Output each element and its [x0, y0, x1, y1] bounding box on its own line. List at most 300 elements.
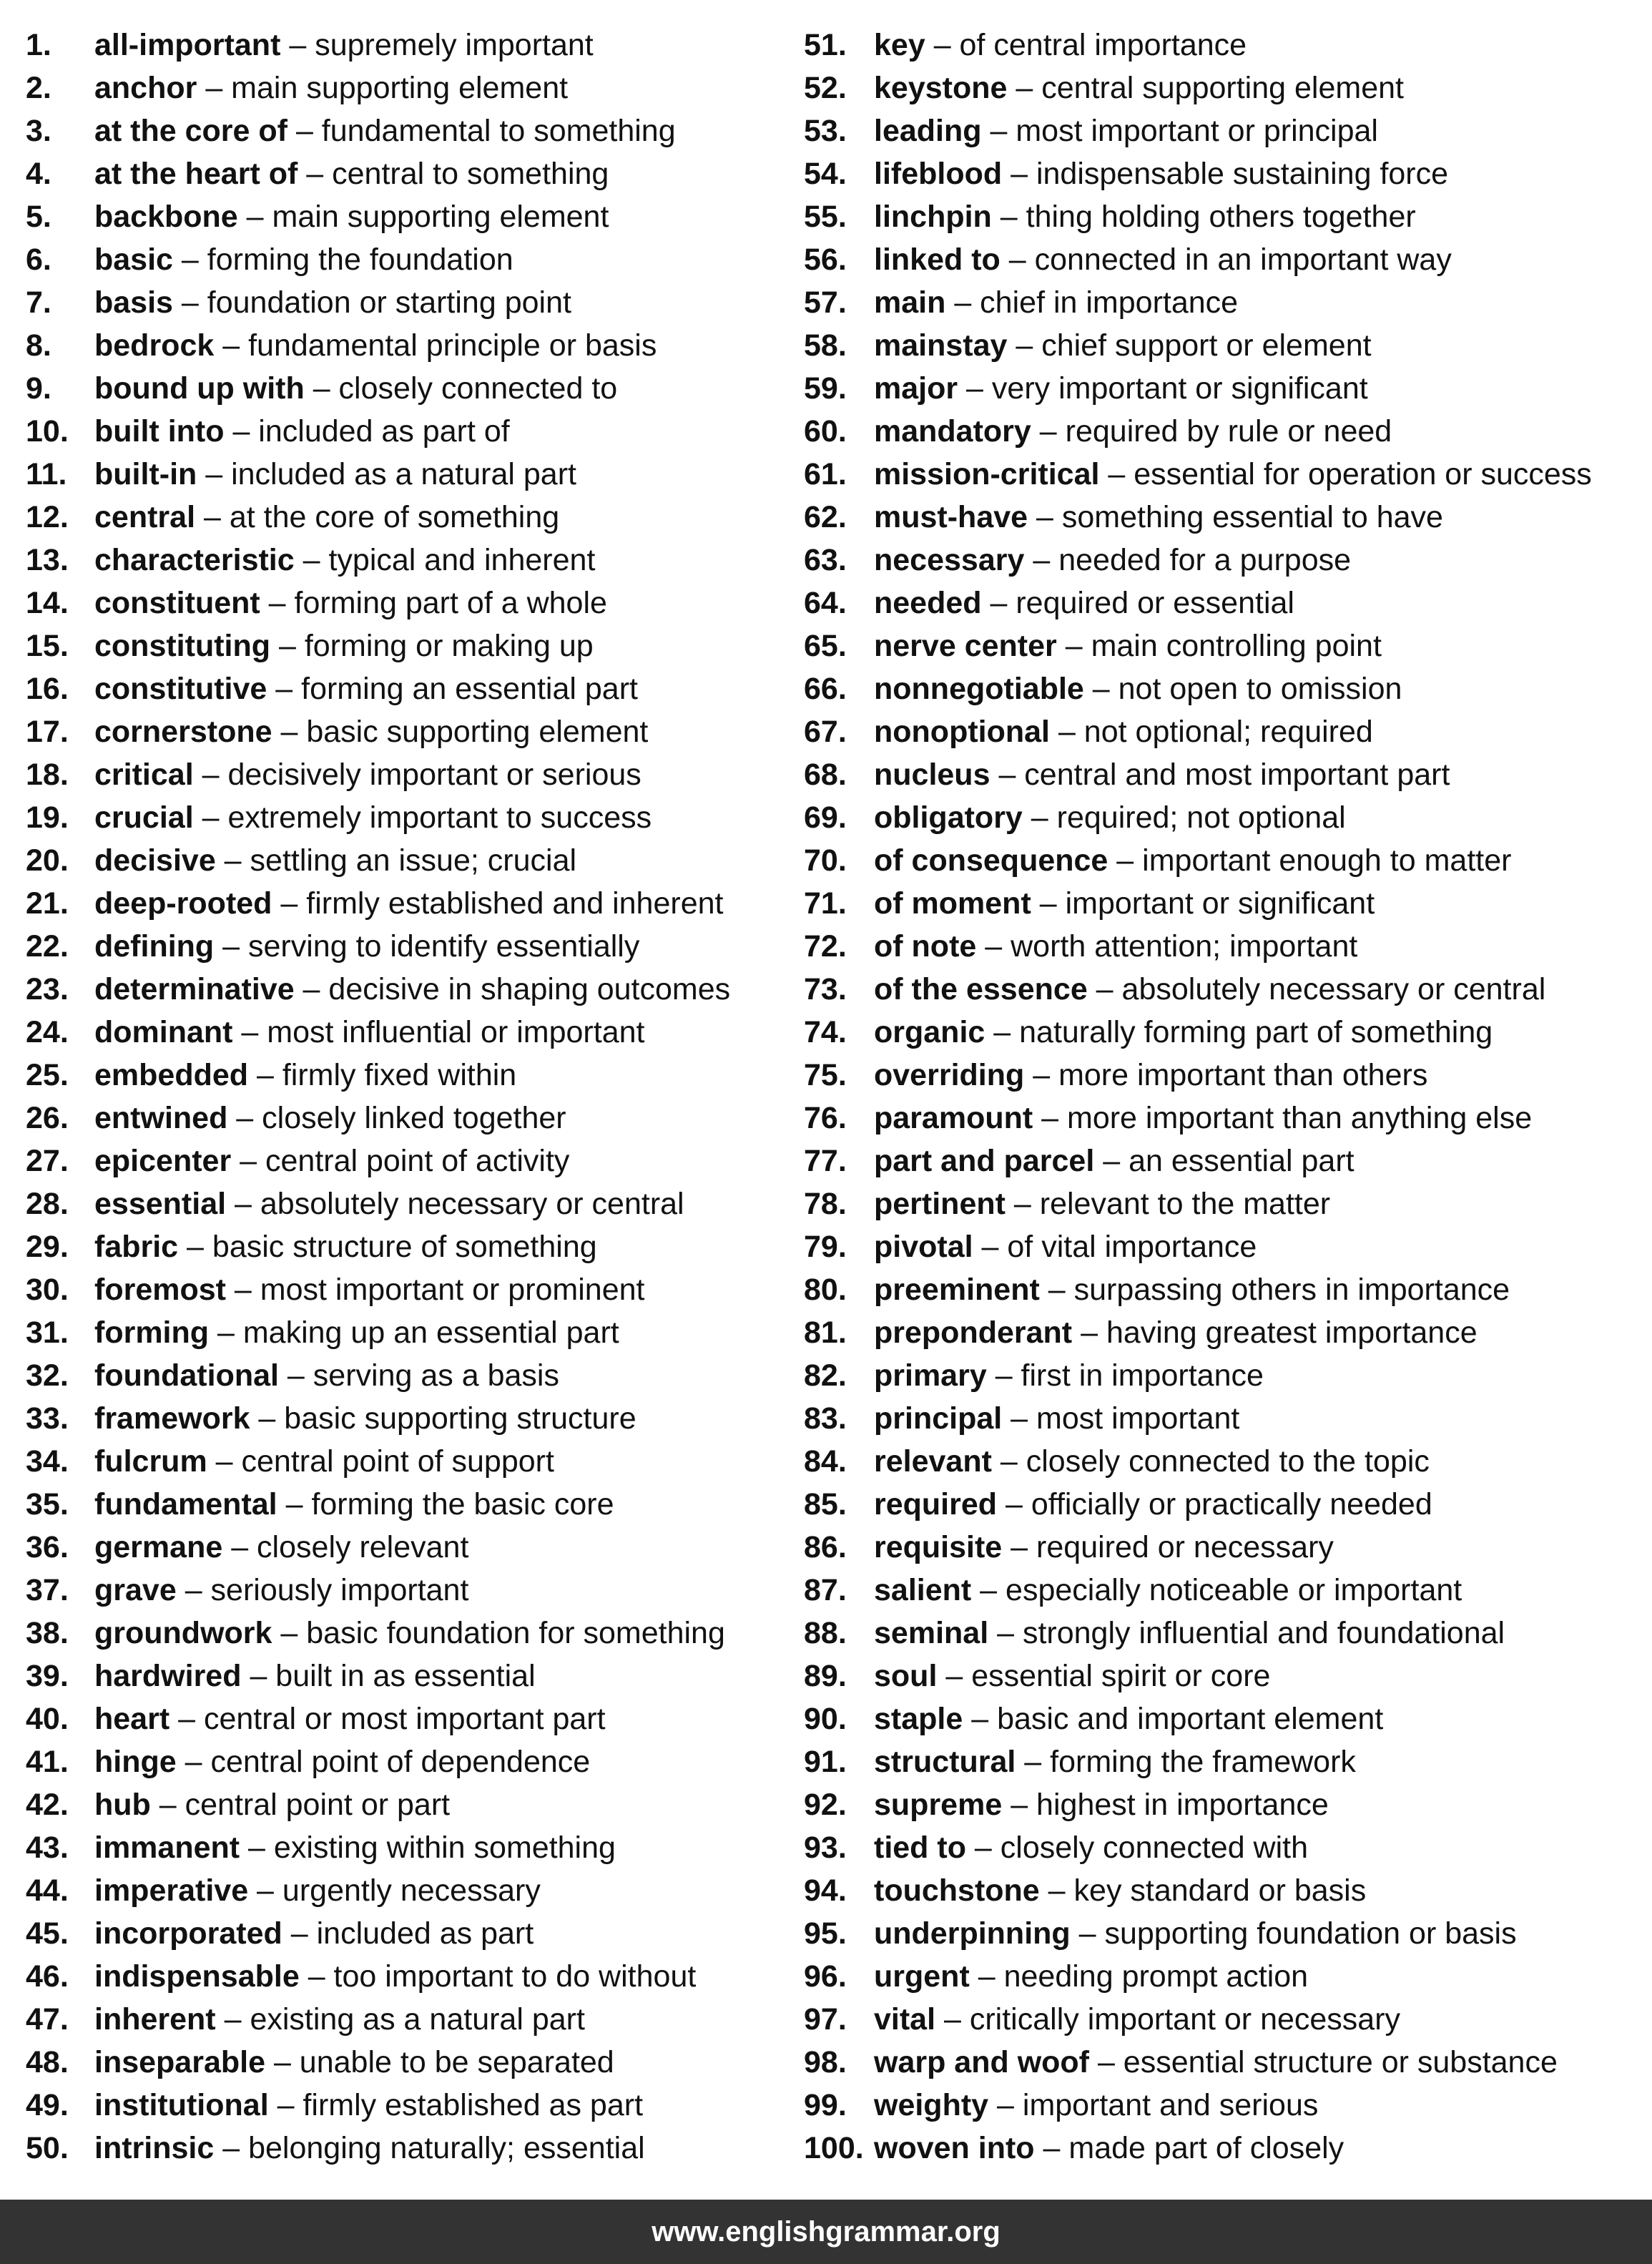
entry-number: 4.: [26, 157, 51, 191]
entry-term: bedrock: [94, 328, 215, 363]
word-entry: [804, 624, 1648, 667]
word-entry: [804, 968, 1648, 1011]
word-entry: [804, 796, 1648, 839]
entry-definition: – main supporting element: [237, 200, 609, 234]
entry-number: 72.: [804, 929, 847, 964]
entry-definition: – required; not optional: [1022, 800, 1346, 835]
entry-term: central: [94, 500, 196, 534]
word-entry: [804, 1182, 1648, 1225]
entry-number: 24.: [26, 1015, 69, 1049]
entry-term: grave: [94, 1573, 177, 1607]
entry-definition: – key standard or basis: [1039, 1873, 1367, 1908]
entry-number: 91.: [804, 1745, 847, 1779]
entry-definition: – included as part of: [224, 414, 510, 449]
entry-term: must-have: [874, 500, 1028, 534]
entry-definition: – fundamental principle or basis: [214, 328, 657, 363]
entry-term: constituent: [94, 586, 260, 620]
word-entry: [804, 152, 1648, 195]
entry-number: 27.: [26, 1144, 69, 1178]
entry-number: 55.: [804, 200, 847, 234]
entry-term: decisive: [94, 843, 216, 878]
word-entry: [26, 1612, 784, 1655]
entry-definition: – firmly fixed within: [248, 1058, 517, 1092]
entry-term: hub: [94, 1788, 151, 1822]
word-entry: [26, 1182, 784, 1225]
entry-number: 3.: [26, 114, 51, 148]
word-entry: [804, 367, 1648, 410]
entry-definition: – first in importance: [986, 1358, 1264, 1393]
entry-term: preponderant: [874, 1315, 1073, 1350]
entry-term: entwined: [94, 1101, 228, 1135]
entry-number: 60.: [804, 414, 847, 449]
entry-definition: – decisive in shaping outcomes: [294, 972, 731, 1006]
word-entry: [804, 1955, 1648, 1998]
word-list-left-column: [26, 24, 784, 2170]
word-entry: [26, 1311, 784, 1354]
entry-definition: – more important than anything else: [1033, 1101, 1533, 1135]
entry-definition: – closely connected to: [304, 371, 618, 406]
entry-definition: – especially noticeable or important: [971, 1573, 1462, 1607]
entry-number: 92.: [804, 1788, 847, 1822]
entry-number: 20.: [26, 843, 69, 878]
entry-number: 70.: [804, 843, 847, 878]
entry-term: fundamental: [94, 1487, 277, 1521]
entry-number: 17.: [26, 715, 69, 749]
entry-number: 53.: [804, 114, 847, 148]
entry-term: defining: [94, 929, 215, 964]
entry-definition: – important or significant: [1031, 886, 1375, 921]
word-entry: [26, 1740, 784, 1783]
word-entry: [804, 539, 1648, 582]
entry-number: 84.: [804, 1444, 847, 1479]
entry-term: relevant: [874, 1444, 992, 1479]
word-entry: [26, 2041, 784, 2084]
entry-term: deep-rooted: [94, 886, 272, 921]
word-entry: [26, 24, 784, 67]
word-entry: [804, 753, 1648, 796]
entry-definition: – more important than others: [1024, 1058, 1428, 1092]
entry-number: 21.: [26, 886, 69, 921]
entry-term: of note: [874, 929, 977, 964]
entry-definition: – most important: [1002, 1401, 1240, 1436]
entry-number: 28.: [26, 1187, 69, 1221]
entry-term: at the core of: [94, 114, 287, 148]
entry-definition: – unable to be separated: [265, 2045, 614, 2079]
entry-term: framework: [94, 1401, 250, 1436]
entry-definition: – very important or significant: [958, 371, 1368, 406]
entry-term: required: [874, 1487, 998, 1521]
word-entry: [804, 2084, 1648, 2127]
word-entry: [804, 1740, 1648, 1783]
entry-term: underpinning: [874, 1916, 1071, 1951]
entry-term: of consequence: [874, 843, 1108, 878]
entry-number: 73.: [804, 972, 847, 1006]
entry-number: 76.: [804, 1101, 847, 1135]
entry-term: constitutive: [94, 672, 267, 706]
entry-number: 29.: [26, 1230, 69, 1264]
entry-number: 14.: [26, 586, 69, 620]
word-entry: [26, 925, 784, 968]
word-entry: [26, 1440, 784, 1483]
word-entry: [26, 1397, 784, 1440]
entry-definition: – most important or principal: [981, 114, 1378, 148]
entry-term: intrinsic: [94, 2131, 215, 2165]
entry-definition: – central point of dependence: [176, 1745, 591, 1779]
word-entry: [26, 453, 784, 496]
entry-term: primary: [874, 1358, 987, 1393]
word-entry: [804, 195, 1648, 238]
entry-term: soul: [874, 1659, 938, 1693]
entry-term: determinative: [94, 972, 295, 1006]
entry-term: needed: [874, 586, 982, 620]
entry-number: 36.: [26, 1530, 69, 1564]
entry-definition: – of vital importance: [973, 1230, 1257, 1264]
entry-term: dominant: [94, 1015, 233, 1049]
entry-term: built-in: [94, 457, 197, 491]
entry-definition: – basic and important element: [963, 1702, 1384, 1736]
word-entry: [804, 109, 1648, 152]
entry-definition: – forming part of a whole: [260, 586, 607, 620]
word-entry: [26, 1783, 784, 1826]
entry-term: inseparable: [94, 2045, 265, 2079]
entry-definition: – essential for operation or success: [1099, 457, 1592, 491]
entry-number: 37.: [26, 1573, 69, 1607]
entry-term: salient: [874, 1573, 972, 1607]
word-entry: [26, 1697, 784, 1740]
footer-bar: [0, 2200, 1652, 2264]
entry-term: fulcrum: [94, 1444, 207, 1479]
entry-number: 61.: [804, 457, 847, 491]
entry-number: 23.: [26, 972, 69, 1006]
entry-term: part and parcel: [874, 1144, 1095, 1178]
entry-number: 94.: [804, 1873, 847, 1908]
entry-term: all-important: [94, 28, 281, 62]
entry-number: 46.: [26, 1959, 69, 1994]
entry-number: 13.: [26, 543, 69, 577]
entry-term: urgent: [874, 1959, 970, 1994]
entry-term: pivotal: [874, 1230, 973, 1264]
entry-definition: – closely relevant: [222, 1530, 469, 1564]
entry-number: 16.: [26, 672, 69, 706]
entry-number: 22.: [26, 929, 69, 964]
entry-definition: – forming the framework: [1016, 1745, 1356, 1779]
entry-term: heart: [94, 1702, 170, 1736]
entry-number: 78.: [804, 1187, 847, 1221]
entry-number: 56.: [804, 242, 847, 277]
word-entry: [804, 1612, 1648, 1655]
entry-number: 82.: [804, 1358, 847, 1393]
entry-definition: – surpassing others in importance: [1039, 1273, 1510, 1307]
entry-term: critical: [94, 758, 194, 792]
entry-number: 59.: [804, 371, 847, 406]
word-entry: [26, 1140, 784, 1182]
entry-number: 6.: [26, 242, 51, 277]
entry-definition: – forming the basic core: [277, 1487, 614, 1521]
word-entry: [804, 453, 1648, 496]
entry-term: nucleus: [874, 758, 990, 792]
word-entry: [804, 1998, 1648, 2041]
word-entry: [26, 1483, 784, 1526]
entry-definition: – existing within something: [240, 1831, 616, 1865]
word-entry: [26, 1225, 784, 1268]
word-entry: [804, 582, 1648, 624]
entry-number: 98.: [804, 2045, 847, 2079]
entry-definition: – basic supporting element: [272, 715, 649, 749]
entry-term: nonnegotiable: [874, 672, 1084, 706]
entry-definition: – basic foundation for something: [272, 1616, 725, 1650]
word-entry: [26, 281, 784, 324]
entry-term: basic: [94, 242, 173, 277]
entry-definition: – built in as essential: [241, 1659, 536, 1693]
entry-definition: – serving to identify essentially: [214, 929, 640, 964]
entry-definition: – not open to omission: [1083, 672, 1402, 706]
word-entry: [26, 2084, 784, 2127]
entry-number: 99.: [804, 2088, 847, 2122]
entry-number: 87.: [804, 1573, 847, 1607]
entry-term: staple: [874, 1702, 963, 1736]
word-entry: [804, 1311, 1648, 1354]
word-entry: [804, 1697, 1648, 1740]
entry-term: principal: [874, 1401, 1003, 1436]
word-entry: [26, 1998, 784, 2041]
entry-definition: – central point of activity: [231, 1144, 570, 1178]
entry-term: hardwired: [94, 1659, 242, 1693]
entry-number: 8.: [26, 328, 51, 363]
entry-number: 31.: [26, 1315, 69, 1350]
entry-definition: – firmly established and inherent: [272, 886, 724, 921]
entry-number: 49.: [26, 2088, 69, 2122]
entry-term: vital: [874, 2002, 936, 2037]
entry-number: 75.: [804, 1058, 847, 1092]
entry-term: seminal: [874, 1616, 989, 1650]
entry-number: 19.: [26, 800, 69, 835]
entry-term: paramount: [874, 1101, 1033, 1135]
word-entry: [26, 109, 784, 152]
entry-definition: – urgently necessary: [248, 1873, 541, 1908]
entry-definition: – needing prompt action: [969, 1959, 1309, 1994]
word-entry: [26, 324, 784, 367]
word-entry: [804, 238, 1648, 281]
word-entry: [26, 624, 784, 667]
entry-term: nerve center: [874, 629, 1057, 663]
entry-definition: – typical and inherent: [294, 543, 596, 577]
word-entry: [804, 2041, 1648, 2084]
entry-term: crucial: [94, 800, 194, 835]
entry-definition: – included as part: [282, 1916, 534, 1951]
entry-term: foremost: [94, 1273, 226, 1307]
entry-term: linchpin: [874, 200, 992, 234]
entry-number: 81.: [804, 1315, 847, 1350]
entry-term: mandatory: [874, 414, 1031, 449]
word-entry: [804, 1526, 1648, 1569]
entry-number: 80.: [804, 1273, 847, 1307]
entry-number: 90.: [804, 1702, 847, 1736]
entry-term: key: [874, 28, 925, 62]
word-entry: [26, 539, 784, 582]
entry-term: warp and woof: [874, 2045, 1089, 2079]
entry-number: 15.: [26, 629, 69, 663]
entry-term: indispensable: [94, 1959, 300, 1994]
entry-term: of the essence: [874, 972, 1088, 1006]
entry-number: 65.: [804, 629, 847, 663]
word-entry: [804, 1225, 1648, 1268]
entry-term: essential: [94, 1187, 227, 1221]
entry-term: woven into: [874, 2131, 1035, 2165]
entry-number: 30.: [26, 1273, 69, 1307]
entry-definition: – important enough to matter: [1108, 843, 1512, 878]
word-entry: [26, 667, 784, 710]
entry-definition: – highest in importance: [1002, 1788, 1329, 1822]
entry-number: 1.: [26, 28, 51, 62]
entry-number: 43.: [26, 1831, 69, 1865]
entry-term: incorporated: [94, 1916, 282, 1951]
entry-definition: – central supporting element: [1007, 71, 1404, 105]
word-entry: [26, 968, 784, 1011]
entry-term: keystone: [874, 71, 1008, 105]
entry-definition: – something essential to have: [1028, 500, 1443, 534]
entry-number: 74.: [804, 1015, 847, 1049]
word-entry: [804, 1440, 1648, 1483]
entry-term: major: [874, 371, 958, 406]
word-entry: [26, 1054, 784, 1097]
entry-term: epicenter: [94, 1144, 232, 1178]
word-entry: [804, 1011, 1648, 1054]
word-entry: [804, 839, 1648, 882]
entry-term: mainstay: [874, 328, 1008, 363]
entry-term: nonoptional: [874, 715, 1050, 749]
entry-number: 7.: [26, 285, 51, 320]
entry-number: 40.: [26, 1702, 69, 1736]
entry-number: 41.: [26, 1745, 69, 1779]
entry-term: supreme: [874, 1788, 1003, 1822]
entry-definition: – required or essential: [981, 586, 1294, 620]
entry-definition: – central point of support: [207, 1444, 554, 1479]
entry-definition: – central or most important part: [169, 1702, 606, 1736]
word-entry: [26, 238, 784, 281]
word-entry: [26, 710, 784, 753]
entry-number: 97.: [804, 2002, 847, 2037]
entry-term: pertinent: [874, 1187, 1006, 1221]
entry-number: 47.: [26, 2002, 69, 2037]
entry-number: 25.: [26, 1058, 69, 1092]
entry-number: 2.: [26, 71, 51, 105]
entry-number: 32.: [26, 1358, 69, 1393]
entry-number: 10.: [26, 414, 69, 449]
entry-definition: – firmly established as part: [268, 2088, 644, 2122]
entry-definition: – decisively important or serious: [193, 758, 641, 792]
entry-definition: – serving as a basis: [278, 1358, 559, 1393]
entry-number: 12.: [26, 500, 69, 534]
entry-number: 52.: [804, 71, 847, 105]
entry-definition: – closely connected to the topic: [991, 1444, 1430, 1479]
word-entry: [26, 1655, 784, 1697]
entry-number: 39.: [26, 1659, 69, 1693]
entry-definition: – basic structure of something: [178, 1230, 597, 1264]
entry-term: built into: [94, 414, 225, 449]
word-entry: [26, 753, 784, 796]
entry-definition: – absolutely necessary or central: [226, 1187, 684, 1221]
entry-number: 57.: [804, 285, 847, 320]
word-entry: [26, 496, 784, 539]
entry-number: 67.: [804, 715, 847, 749]
entry-term: characteristic: [94, 543, 295, 577]
word-entry: [26, 410, 784, 453]
entry-definition: – chief in importance: [945, 285, 1239, 320]
entry-definition: – made part of closely: [1034, 2131, 1344, 2165]
entry-definition: – worth attention; important: [976, 929, 1358, 964]
word-entry: [804, 410, 1648, 453]
entry-definition: – basic supporting structure: [250, 1401, 636, 1436]
entry-term: basis: [94, 285, 173, 320]
entry-term: constituting: [94, 629, 271, 663]
entry-term: at the heart of: [94, 157, 298, 191]
entry-definition: – required by rule or need: [1031, 414, 1392, 449]
word-entry: [26, 1955, 784, 1998]
word-entry: [804, 1397, 1648, 1440]
entry-number: 85.: [804, 1487, 847, 1521]
entry-definition: – relevant to the matter: [1005, 1187, 1331, 1221]
entry-definition: – required or necessary: [1002, 1530, 1334, 1564]
entry-number: 50.: [26, 2131, 69, 2165]
entry-definition: – extremely important to success: [193, 800, 652, 835]
entry-term: requisite: [874, 1530, 1003, 1564]
entry-definition: – belonging naturally; essential: [214, 2131, 645, 2165]
entry-term: backbone: [94, 200, 238, 234]
entry-definition: – fundamental to something: [287, 114, 676, 148]
entry-term: inherent: [94, 2002, 216, 2037]
word-entry: [26, 67, 784, 109]
entry-definition: – indispensable sustaining force: [1002, 157, 1449, 191]
entry-definition: – settling an issue; crucial: [215, 843, 577, 878]
word-entry: [804, 2127, 1648, 2170]
entry-number: 89.: [804, 1659, 847, 1693]
entry-number: 26.: [26, 1101, 69, 1135]
word-entry: [804, 667, 1648, 710]
word-entry: [26, 1869, 784, 1912]
entry-number: 34.: [26, 1444, 69, 1479]
entry-term: fabric: [94, 1230, 179, 1264]
entry-definition: – forming an essential part: [267, 672, 638, 706]
entry-number: 45.: [26, 1916, 69, 1951]
word-entry: [26, 152, 784, 195]
word-entry: [26, 1011, 784, 1054]
entry-definition: – connected in an important way: [1000, 242, 1452, 277]
word-entry: [26, 796, 784, 839]
entry-term: leading: [874, 114, 982, 148]
word-entry: [26, 195, 784, 238]
entry-number: 100.: [804, 2131, 864, 2165]
word-entry: [26, 1569, 784, 1612]
entry-term: overriding: [874, 1058, 1025, 1092]
entry-definition: – essential structure or substance: [1089, 2045, 1558, 2079]
word-entry: [26, 1526, 784, 1569]
entry-number: 33.: [26, 1401, 69, 1436]
entry-definition: – chief support or element: [1007, 328, 1372, 363]
word-entry: [804, 1826, 1648, 1869]
entry-definition: – central to something: [298, 157, 609, 191]
entry-term: forming: [94, 1315, 210, 1350]
word-entry: [26, 367, 784, 410]
word-entry: [26, 1826, 784, 1869]
entry-number: 18.: [26, 758, 69, 792]
entry-number: 35.: [26, 1487, 69, 1521]
word-entry: [804, 710, 1648, 753]
entry-term: embedded: [94, 1058, 249, 1092]
entry-number: 71.: [804, 886, 847, 921]
entry-definition: – closely connected with: [965, 1831, 1309, 1865]
word-entry: [804, 1268, 1648, 1311]
entry-term: touchstone: [874, 1873, 1040, 1908]
